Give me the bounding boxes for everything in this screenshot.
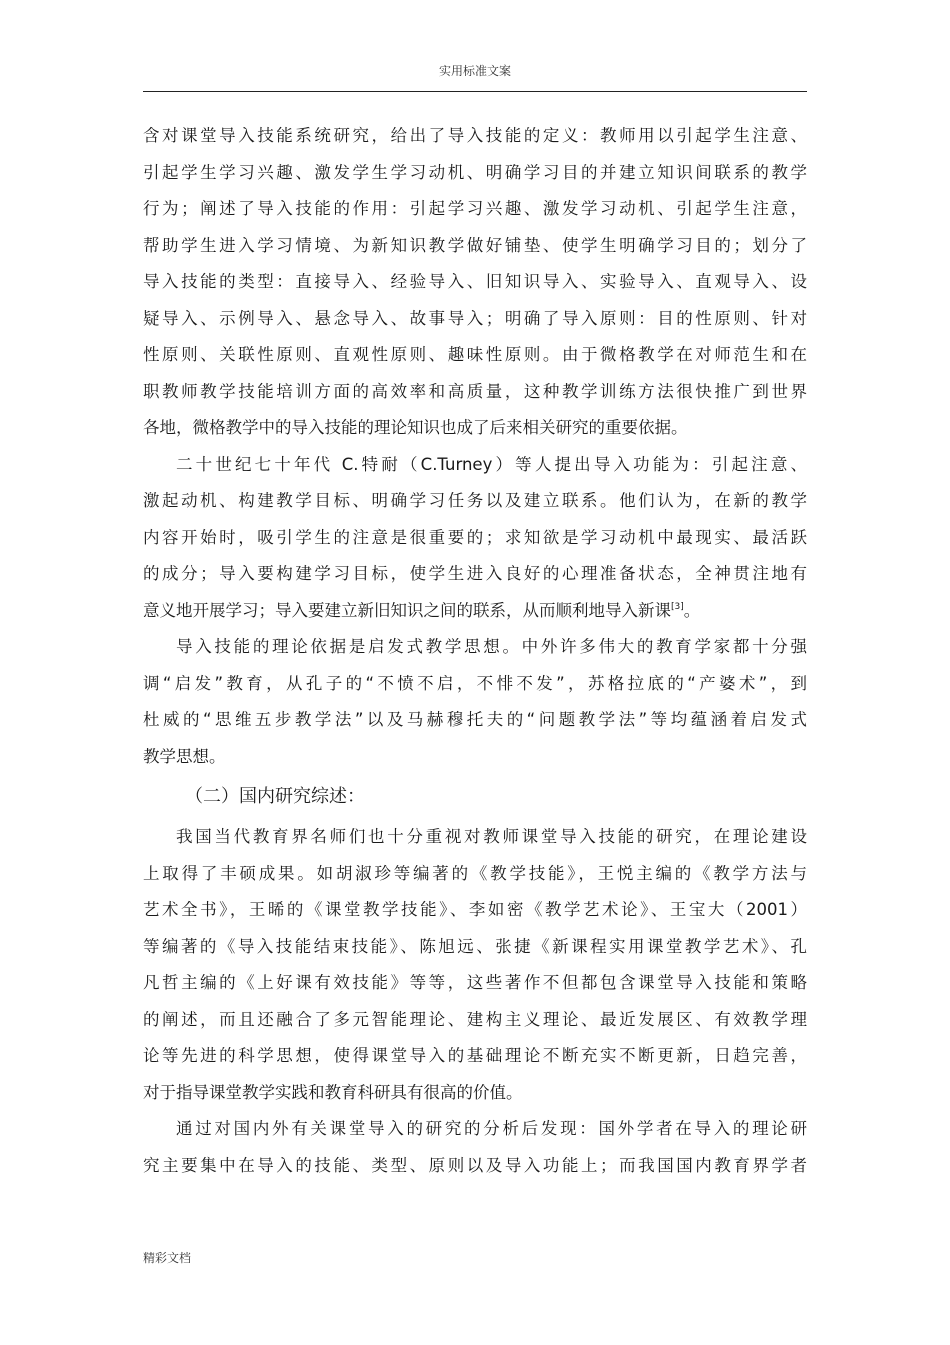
text-line: 含对课堂导入技能系统研究，给出了导入技能的定义：教师用以引起学生注意、 [143,126,807,145]
section-heading: （二）国内研究综述： [185,786,365,807]
text-line: 究主要集中在导入的技能、类型、原则以及导入功能上；而我国国内教育界学者 [143,1155,807,1175]
text-line: 凡哲主编的《上好课有效技能》等等，这些著作不但都包含课堂导入技能和策略 [143,973,807,992]
text-run: 。 [683,600,701,620]
paragraph-5 [143,1111,807,1184]
text-line: 的成分；导入要构建学习目标，使学生进入良好的心理准备状态，全神贯注地有 [143,564,807,583]
text-line: 上取得了丰硕成果。如胡淑珍等编著的《教学技能》，王悦主编的《教学方法与 [143,863,807,883]
text-line: 调“启发”教育，从孔子的“不愤不启，不悱不发”，苏格拉底的“产婆术”，到 [143,673,807,693]
text-line [143,593,807,630]
text-line: 疑导入、示例导入、悬念导入、故事导入；明确了导入原则：目的性原则、针对 [143,308,807,328]
text-line: 激起动机、构建教学目标、明确学习任务以及建立联系。他们认为，在新的教学 [143,491,807,510]
text-line: 各地，微格教学中的导入技能的理论知识也成了后来相关研究的重要依据。 [143,418,688,437]
paragraph-2 [143,447,807,630]
header-divider [143,91,807,92]
paragraph-4 [143,819,807,1111]
document-body [143,118,807,1184]
text-line: 通过对国内外有关课堂导入的研究的分析后发现：国外学者在导入的理论研 [176,1119,807,1138]
paragraph-1 [143,118,807,447]
text-line: 我国当代教育界名师们也十分重视对教师课堂导入技能的研究，在理论建设 [176,827,807,846]
text-line: 帮助学生进入学习情境、为新知识教学做好铺垫、使学生明确学习目的；划分了 [143,235,807,255]
text-line: 职教师教学技能培训方面的高效率和高质量，这种教学训练方法很快推广到世界 [143,381,807,401]
paragraph-3 [143,629,807,775]
text-line: 的阐述，而且还融合了多元智能理论、建构主义理论、最近发展区、有效教学理 [143,1009,807,1029]
text-line: 二十世纪七十年代 C.特耐（C.Turney）等人提出导入功能为：引起注意、 [176,454,807,474]
text-line: 内容开始时，吸引学生的注意是很重要的；求知欲是学习动机中最现实、最活跃 [143,527,807,547]
text-line: 教学思想。 [143,746,226,766]
page-footer: 精彩文档 [143,1251,192,1265]
text-line: 对于指导课堂教学实践和教育科研具有很高的价值。 [143,1082,523,1102]
text-line: 导入技能的类型：直接导入、经验导入、旧知识导入、实验导入、直观导入、设 [143,272,807,291]
page-header: 实用标准文案 [438,64,511,78]
text-line: 行为；阐述了导入技能的作用：引起学习兴趣、激发学习动机、引起学生注意， [143,199,807,218]
text-line: 导入技能的理论依据是启发式教学思想。中外许多伟大的教育学家都十分强 [176,637,807,656]
text-line: 引起学生学习兴趣、激发学生学习动机、明确学习目的并建立知识间联系的教学 [143,162,807,182]
text-line: 艺术全书》，王晞的《课堂教学技能》、李如密《教学艺术论》、王宝大（2001） [143,900,807,919]
text-line: 等编著的《导入技能结束技能》、陈旭远、张捷《新课程实用课堂教学艺术》、孔 [143,936,807,956]
citation-mark: [3] [671,601,684,612]
text-run: 意义地开展学习；导入要建立新旧知识之间的联系，从而顺利地导入新课 [143,600,671,620]
text-line: 性原则、关联性原则、直观性原则、趣味性原则。由于微格教学在对师范生和在 [143,345,807,364]
text-line: 杜威的“思维五步教学法”以及马赫穆托夫的“问题教学法”等均蕴涵着启发式 [143,710,807,729]
text-line: 论等先进的科学思想，使得课堂导入的基础理论不断充实不断更新，日趋完善， [143,1046,807,1065]
